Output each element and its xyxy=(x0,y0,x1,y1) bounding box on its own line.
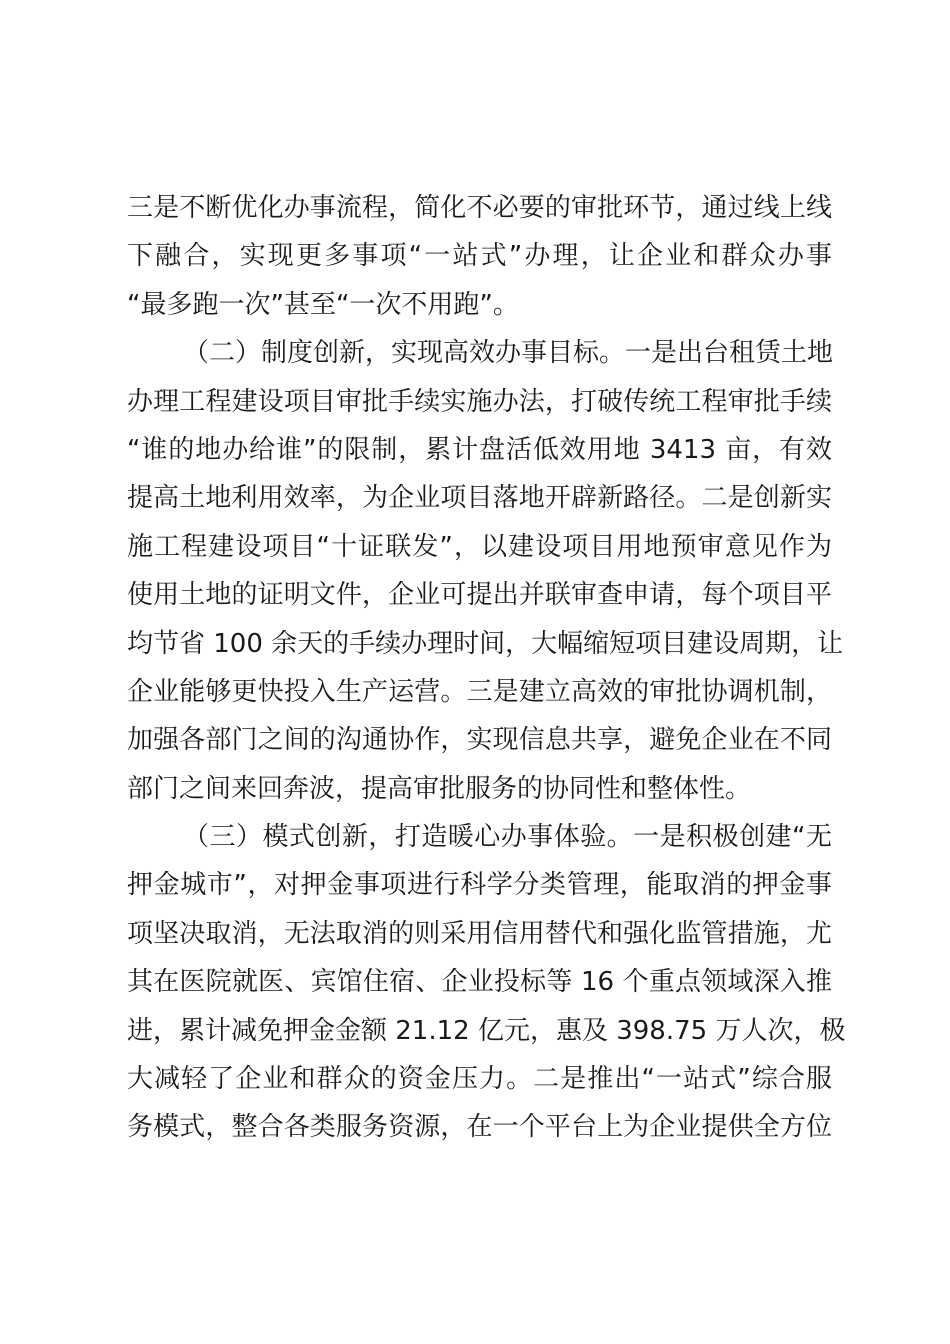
text-line: 企业能够更快投入生产运营。三是建立高效的审批协调机制， xyxy=(127,676,832,707)
paragraph-first-line: （三）模式创新，打造暖心办事体验。一是积极创建“无 xyxy=(183,822,832,853)
text-line: 大减轻了企业和群众的资金压力。二是推出“一站式”综合服 xyxy=(127,1064,832,1095)
text-line: 务模式，整合各类服务资源，在一个平台上为企业提供全方位 xyxy=(127,1112,832,1143)
text-line: “最多跑一次”甚至“一次不用跑”。 xyxy=(127,289,519,320)
text-line: 加强各部门之间的沟通协作，实现信息共享，避免企业在不同 xyxy=(127,725,832,756)
paragraph-first-line: （二）制度创新，实现高效办事目标。一是出台租赁土地 xyxy=(183,338,834,369)
text-line: 项坚决取消，无法取消的则采用信用替代和强化监管措施，尤 xyxy=(127,918,832,949)
text-line: 押金城市”，对押金事项进行科学分类管理，能取消的押金事 xyxy=(127,870,832,901)
text-line: “谁的地办给谁”的限制，累计盘活低效用地 3413 亩，有效 xyxy=(127,434,832,465)
text-line: 办理工程建设项目审批手续实施办法，打破传统工程审批手续 xyxy=(127,386,832,417)
text-line: 使用土地的证明文件，企业可提出并联审查申请，每个项目平 xyxy=(127,580,832,611)
text-line: 三是不断优化办事流程，简化不必要的审批环节，通过线上线 xyxy=(127,193,832,223)
text-line: 下融合，实现更多事项“一站式”办理，让企业和群众办事 xyxy=(127,241,832,272)
text-line: 施工程建设项目“十证联发”，以建设项目用地预审意见作为 xyxy=(127,531,832,562)
document-body xyxy=(127,184,846,1152)
text-line: 均节省 100 余天的手续办理时间，大幅缩短项目建设周期，让 xyxy=(127,628,844,659)
text-line: 进，累计减免押金金额 21.12 亿元，惠及 398.75 万人次，极 xyxy=(127,1015,846,1046)
text-line: 其在医院就医、宾馆住宿、企业投标等 16 个重点领域深入推 xyxy=(127,967,832,998)
text-line: 提高土地利用效率，为企业项目落地开辟新路径。二是创新实 xyxy=(127,483,832,514)
text-line: 部门之间来回奔波，提高审批服务的协同性和整体性。 xyxy=(127,773,752,804)
